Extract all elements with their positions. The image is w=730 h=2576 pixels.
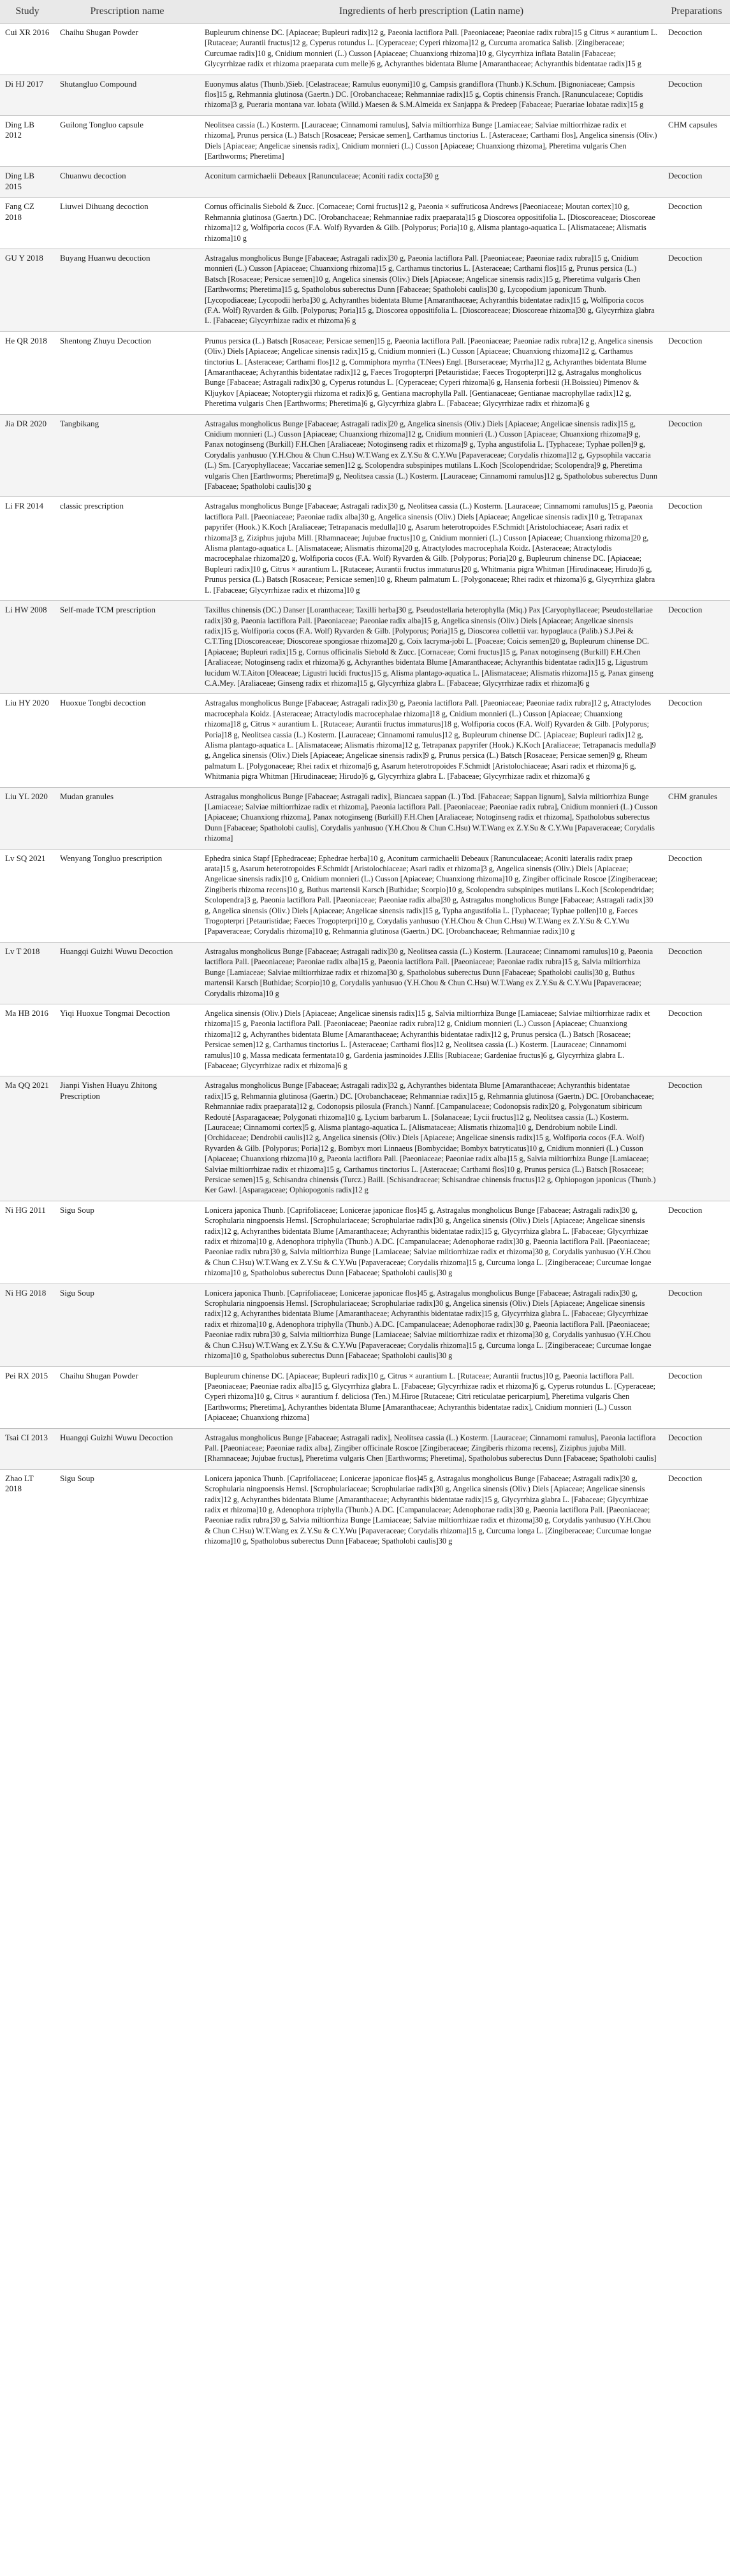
study-cell: He QR 2018 [0, 331, 55, 414]
preparation-cell: Decoction [663, 414, 730, 497]
preparation-cell: Decoction [663, 497, 730, 601]
table-row [0, 849, 730, 942]
study-cell: Liu HY 2020 [0, 694, 55, 787]
prescription-name-cell: Chaihu Shugan Powder [55, 1366, 200, 1428]
ingredients-cell: Neolitsea cassia (L.) Kosterm. [Lauraceae; Cinnamomi ramulus], Salvia miltiorrhiza Bunge [Lamiaceae; Salviae miltiorrhizae radix et rhizoma], Prunus persica (L.) Batsch [Rosaceae; Persicae semen], Carthamus tinctorius L. [Asteraceae; Carthami flos], Angelica sinensis (Oliv.) Diels [Apiaceae; Angelicae sinensis radix], Cnidium monnieri (L.) Cusson [Apiaceae; Chuanxiong rhizoma], Pheretima vulgaris Chen [Earthworms; Pheretima] [200, 115, 663, 167]
study-cell: Lv T 2018 [0, 942, 55, 1004]
ingredients-cell: Astragalus mongholicus Bunge [Fabaceae; Astragali radix]30 g, Paeonia lactiflora Pall. [Paeoniaceae; Paeoniae radix rubra]12 g, Atractylodes macrocephala Koidz. [Asteraceae; Atractylodis macrocephalae rhizoma]18 g, Cnidium monnieri (L.) Cusson [Apiaceae; Chuanxiong rhizoma]18 g, Citrus × aurantium L. [Rutaceae; Aurantii fructus immaturus]18 g, Wolfiporia cocos (F.A. Wolf) Ryvarden & Gilb. [Polyporus; Poria]18 g, Neolitsea cassia (L.) Kosterm. [Lauraceae; Cinnamomi ramulus]12 g, Bupleurum chinense DC. [Apiaceae; Bupleuri radix]12 g, Alisma plantago-aquatica L. [Alismataceae; Alismatis rhizoma]12 g, Tetrapanax papyrifer (Hook.) K.Koch [Araliaceae; Tetrapanacis medulla]9 g, Angelica sinensis (Oliv.) Diels [Apiaceae; Angelicae sinensis radix]9 g, Prunus persica (L.) Batsch [Rosaceae; Persicae semen]9 g, Rheum palmatum L. [Polygonaceae; Rhei radix et rhizoma]6 g, Asarum heterotropoides F.Schmidt [Aristolochiaceae; Asari radix et rhizoma]6 g, Whitmania pigra Whitman [Hirudinaceae; Hirudo]6 g, Glycyrrhiza glabra L. [Fabaceae; Glycyrrhizae radix et rhizoma]6 g [200, 694, 663, 787]
preparation-cell: Decoction [663, 167, 730, 198]
prescription-name-cell: Jianpi Yishen Huayu Zhitong Prescription [55, 1076, 200, 1201]
prescription-name-cell: Yiqi Huoxue Tongmai Decoction [55, 1004, 200, 1076]
study-cell: Zhao LT 2018 [0, 1469, 55, 1551]
study-cell: Cui XR 2016 [0, 24, 55, 75]
preparation-cell: Decoction [663, 1284, 730, 1366]
prescription-name-cell: Shutangluo Compound [55, 75, 200, 115]
prescription-name-cell: Chuanwu decoction [55, 167, 200, 198]
table-row [0, 1428, 730, 1469]
preparation-cell: Decoction [663, 1076, 730, 1201]
study-cell: Ni HG 2018 [0, 1284, 55, 1366]
table-body [0, 24, 730, 1552]
study-cell: Ni HG 2011 [0, 1201, 55, 1284]
table-row [0, 1366, 730, 1428]
header-preparations: Preparations [663, 0, 730, 24]
preparation-cell: Decoction [663, 1004, 730, 1076]
header-study: Study [0, 0, 55, 24]
preparation-cell: Decoction [663, 24, 730, 75]
preparation-cell: CHM capsules [663, 115, 730, 167]
preparation-cell: Decoction [663, 849, 730, 942]
table-row [0, 331, 730, 414]
preparation-cell: Decoction [663, 249, 730, 331]
table-row [0, 1469, 730, 1551]
preparation-cell: Decoction [663, 694, 730, 787]
preparation-cell: Decoction [663, 942, 730, 1004]
preparation-cell: Decoction [663, 1201, 730, 1284]
study-cell: Li FR 2014 [0, 497, 55, 601]
prescription-name-cell: Chaihu Shugan Powder [55, 24, 200, 75]
table-row [0, 497, 730, 601]
table-header [0, 0, 730, 24]
table-row [0, 694, 730, 787]
ingredients-cell: Astragalus mongholicus Bunge [Fabaceae; Astragali radix], Neolitsea cassia (L.) Kosterm. [Lauraceae; Cinnamomi ramulus], Paeonia lactiflora Pall. [Paeoniaceae; Paeoniae radix alba], Zingiber officinale Roscoe [Zingiberaceae; Zingiberis rhizoma recens], Ziziphus jujuba Mill. [Rhamnaceae; Jujubae fructus], Pheretima vulgaris Chen [Earthworms; Pheretima], Spatholobus suberectus Dunn [Fabaceae; Spatholobi caulis] [200, 1428, 663, 1469]
header-ingredients: Ingredients of herb prescription (Latin name) [200, 0, 663, 24]
ingredients-cell: Euonymus alatus (Thunb.)Sieb. [Celastraceae; Ramulus euonymi]10 g, Campsis grandiflora (Thunb.) K.Schum. [Bignoniaceae; Campsis flos]15 g, Rehmannia glutinosa (Gaertn.) DC. [Orobanchaceae; Rehmanniae radix]15 g, Coptis chinensis Franch. [Ranunculaceae; Coptidis rhizoma]3 g, Pueraria montana var. lobata (Willd.) Maesen & S.M.Almeida ex Sanjappa & Predeep [Fabaceae; Puerariae lobatae radix]15 g [200, 75, 663, 115]
ingredients-cell: Aconitum carmichaelii Debeaux [Ranunculaceae; Aconiti radix cocta]30 g [200, 167, 663, 198]
table-row [0, 414, 730, 497]
ingredients-cell: Bupleurum chinense DC. [Apiaceae; Bupleuri radix]12 g, Paeonia lactiflora Pall. [Paeoniaceae; Paeoniae radix rubra]15 g Citrus × aurantium L. [Rutaceae; Aurantii fructus]12 g, Cyperus rotundus L. [Cyperaceae; Cyperi rhizoma]12 g, Curcuma aromatica Salisb. [Zingiberaceae; Curcumae radix]10 g, Cnidium monnieri (L.) Cusson [Apiaceae; Chuanxiong rhizoma]10 g, Glycyrrhiza inflata Batalin [Fabaceae; Glycyrrhizae radix et rhizoma praeparata cum melle]6 g, Achyranthes bidentata Blume [Amaranthaceae; Achyranthis bidentatae radix]15 g [200, 24, 663, 75]
prescription-name-cell: Sigu Soup [55, 1284, 200, 1366]
prescription-name-cell: classic prescription [55, 497, 200, 601]
study-cell: Fang CZ 2018 [0, 198, 55, 249]
table-row [0, 1284, 730, 1366]
ingredients-cell: Astragalus mongholicus Bunge [Fabaceae; Astragali radix]30 g, Neolitsea cassia (L.) Kosterm. [Lauraceae; Cinnamomi ramulus]10 g, Paeonia lactiflora Pall. [Paeoniaceae; Paeoniae radix alba]15 g, Paeonia lactiflora Pall. [Paeoniaceae; Paeoniae radix rubra]15 g, Salvia miltiorrhiza Bunge [Lamiaceae; Salviae miltiorrhizae radix et rhizoma]30 g, Spatholobus suberectus Dunn [Fabaceae; Spatholobi caulis]30 g, Buthus martensii Karsch [Buthidae; Scorpio]10 g, Corydalis yanhusuo (Y.H.Chou & Chun C.Hsu) W.T.Wang ex Z.Y.Su & C.Y.Wu [Papaveraceae; Corydalis rhizoma]10 g [200, 942, 663, 1004]
table-row [0, 942, 730, 1004]
prescription-name-cell: Mudan granules [55, 787, 200, 849]
header-prescription-name: Prescription name [55, 0, 200, 24]
table-row [0, 1004, 730, 1076]
ingredients-cell: Astragalus mongholicus Bunge [Fabaceae; Astragali radix]30 g, Paeonia lactiflora Pall. [Paeoniaceae; Paeoniae radix rubra]15 g, Cnidium monnieri (L.) Cusson [Apiaceae; Chuanxiong rhizoma]15 g, Carthamus tinctorius L. [Asteraceae; Carthami flos]15 g, Prunus persica (L.) Batsch [Rosaceae; Persicae semen]10 g, Angelica sinensis (Oliv.) Diels [Apiaceae; Angelicae sinensis radix]15 g, Pheretima vulgaris Chen [Earthworms; Pheretima]15 g, Spatholobus suberectus Dunn [Fabaceae; Spatholobi caulis]30 g, Lycopodium japonicum Thunb. [Lycopodiaceae; Lycopodii herba]30 g, Achyranthes bidentata Blume [Amaranthaceae; Achyranthis bidentatae radix]15 g, Wolfiporia cocos (F.A. Wolf) Ryvarden & Gilb. [Polyporus; Poria]15 g, Dioscorea oppositifolia L. [Dioscoreaceae; Dioscoreae rhizoma]30 g, Glycyrrhiza glabra L. [Fabaceae; Glycyrrhizae radix et rhizoma]6 g [200, 249, 663, 331]
table-row [0, 75, 730, 115]
preparation-cell: Decoction [663, 75, 730, 115]
study-cell: Ma QQ 2021 [0, 1076, 55, 1201]
prescription-name-cell: Sigu Soup [55, 1201, 200, 1284]
ingredients-cell: Lonicera japonica Thunb. [Caprifoliaceae; Lonicerae japonicae flos]45 g, Astragalus mongholicus Bunge [Fabaceae; Astragali radix]30 g, Scrophularia ningpoensis Hemsl. [Scrophulariaceae; Scrophulariae radix]30 g, Angelica sinensis (Oliv.) Diels [Apiaceae; Angelicae sinensis radix]12 g, Achyranthes bidentata Blume [Amaranthaceae; Achyranthis bidentatae radix]15 g, Glycyrrhiza glabra L. [Fabaceae; Glycyrrhizae radix et rhizoma]10 g, Adenophora triphylla (Thunb.) A.DC. [Campanulaceae; Adenophorae radix]30 g, Paeonia lactiflora Pall. [Paeoniaceae; Paeoniae radix rubra]30 g, Salvia miltiorrhiza Bunge [Lamiaceae; Salviae miltiorrhizae radix et rhizoma]30 g, Corydalis yanhusuo (Y.H.Chou & Chun C.Hsu) W.T.Wang ex Z.Y.Su & C.Y.Wu [Papaveraceae; Corydalis rhizoma]15 g, Curcuma longa L. [Zingiberaceae; Curcumae longae rhizoma]10 g, Spatholobus suberectus Dunn [Fabaceae; Spatholobi caulis]30 g [200, 1469, 663, 1551]
ingredients-cell: Astragalus mongholicus Bunge [Fabaceae; Astragali radix]32 g, Achyranthes bidentata Blume [Amaranthaceae; Achyranthis bidentatae radix]15 g, Rehmannia glutinosa (Gaertn.) DC. [Orobanchaceae; Rehmanniae radix]15 g, Rehmannia glutinosa (Gaertn.) DC. [Orobanchaceae; Rehmanniae radix praeparata]12 g, Codonopsis pilosula (Franch.) Nannf. [Campanulaceae; Codonopsis radix]20 g, Polygonatum sibiricum Redouté [Asparagaceae; Polygonati rhizoma]10 g, Lycium barbarum L. [Solanaceae; Lycii fructus]12 g, Neolitsea cassia (L.) Kosterm. [Lauraceae; Cinnamomi cortex]5 g, Alisma plantago-aquatica L. [Alismataceae; Alismatis rhizoma]10 g, Dendrobium nobile Lindl. [Orchidaceae; Dendrobii caulis]12 g, Angelica sinensis (Oliv.) Diels [Apiaceae; Angelicae sinensis radix]15 g, Wolfiporia cocos (F.A. Wolf) Ryvarden & Gilb. [Polyporus; Poria]12 g, Bombyx mori Linnaeus [Bombycidae; Bombyx batryticatus]10 g, Cnidium monnieri (L.) Cusson [Apiaceae; Chuanxiong rhizoma]10 g, Paeonia lactiflora Pall. [Paeoniaceae; Paeoniae radix alba]15 g, Salvia miltiorrhiza Bunge [Lamiaceae; Salviae miltiorrhizae radix et rhizoma]15 g, Carthamus tinctorius L. [Asteraceae; Carthami flos]10 g, Prunus persica (L.) Batsch [Rosaceae; Persicae semen]15 g, Schisandra chinensis (Turcz.) Baill. [Schisandraceae; Schisandrae chinensis fructus]12 g, Ophiopogon japonicus (Thunb.) Ker Gawl. [Asparagaceae; Ophiopogonis radix]12 g [200, 1076, 663, 1201]
table-row [0, 1201, 730, 1284]
study-cell: Pei RX 2015 [0, 1366, 55, 1428]
header-row [0, 0, 730, 24]
prescription-name-cell: Sigu Soup [55, 1469, 200, 1551]
prescription-name-cell: Tangbikang [55, 414, 200, 497]
ingredients-cell: Prunus persica (L.) Batsch [Rosaceae; Persicae semen]15 g, Paeonia lactiflora Pall. [Paeoniaceae; Paeoniae radix rubra]12 g, Angelica sinensis (Oliv.) Diels [Apiaceae; Angelicae sinensis radix]15 g, Cnidium monnieri (L.) Cusson [Apiaceae; Chuanxiong rhizoma]12 g, Carthamus tinctorius L. [Asteraceae; Carthami flos]12 g, Commiphora myrrha (T.Nees) Engl. [Burseraceae; Myrrha]12 g, Achyranthes bidentata Blume [Amaranthaceae; Achyranthis bidentatae radix]12 g, Faeces Trogopterpri [Petauristidae; Faeces Trogopterpri]12 g, Astragalus mongholicus Bunge [Fabaceae; Astragali radix]30 g, Cyperus rotundus L. [Cyperaceae; Cyperi rhizoma]6 g, Hansenia forbesii (H.Boissieu) Pimenov & Kljuykov [Apiaceae; Notopterygii rhizoma et radix]6 g, Gentiana macrophylla Pall. [Gentianaceae; Gentianae macrophyllae radix]12 g, Pheretima vulgaris Chen [Earthworms; Pheretima]6 g, Glycyrrhiza glabra L. [Fabaceae; Glycyrrhizae radix et rhizoma]6 g [200, 331, 663, 414]
preparation-cell: Decoction [663, 1469, 730, 1551]
preparation-cell: Decoction [663, 1428, 730, 1469]
table-row [0, 249, 730, 331]
prescription-name-cell: Wenyang Tongluo prescription [55, 849, 200, 942]
preparation-cell: Decoction [663, 331, 730, 414]
prescription-name-cell: Shentong Zhuyu Decoction [55, 331, 200, 414]
prescription-name-cell: Guilong Tongluo capsule [55, 115, 200, 167]
study-cell: Ding LB 2015 [0, 167, 55, 198]
ingredients-cell: Ephedra sinica Stapf [Ephedraceae; Ephedrae herba]10 g, Aconitum carmichaelii Debeaux [Ranunculaceae; Aconiti lateralis radix praep arata]15 g, Asarum heterotropoides F.Schmidt [Aristolochiaceae; Asari radix et rhizoma]3 g, Angelica sinensis (Oliv.) Diels [Apiaceae; Angelicae sinensis radix]10 g, Cnidium monnieri (L.) Cusson [Apiaceae; Chuanxiong rhizoma]10 g, Zingiber officinale Roscoe [Zingiberaceae; Zingiberis rhizoma recens]10 g, Buthus martensii Karsch [Buthidae; Scorpio]10 g, Scolopendra subspinipes mutilans L.Koch [Scolopendridae; Scolopendra]3 g, Paeonia lactiflora Pall. [Paeoniaceae; Paeoniae radix alba]30 g, Astragalus mongholicus Bunge [Fabaceae; Astragali radix]30 g, Angelica sinensis (Oliv.) Diels [Apiaceae; Angelicae sinensis radix]15 g, Typha angustifolia L. [Typhaceae; Typhae pollen]10 g, Faeces Trogopterpri [Petauristidae; Faeces Trogopterpri]10 g, Corydalis yanhusuo (Y.H.Chou & Chun C.Hsu) W.T.Wang ex Z.Y.Su & C.Y.Wu [Papaveraceae; Corydalis rhizoma]10 g, Rehmannia glutinosa (Gaertn.) DC. [Orobanchaceae; Rehmanniae radix]10 g [200, 849, 663, 942]
prescription-name-cell: Buyang Huanwu decoction [55, 249, 200, 331]
ingredients-cell: Angelica sinensis (Oliv.) Diels [Apiaceae; Angelicae sinensis radix]15 g, Salvia miltiorrhiza Bunge [Lamiaceae; Salviae miltiorrhizae radix et rhizoma]15 g, Paeonia lactiflora Pall. [Paeoniaceae; Paeoniae radix rubra]12 g, Cnidium monnieri (L.) Cusson [Apiaceae; Chuanxiong rhizoma]12 g, Achyranthes bidentata Blume [Amaranthaceae; Achyranthis bidentatae radix]12 g, Prunus persica (L.) Batsch [Rosaceae; Persicae semen]12 g, Carthamus tinctorius L. [Asteraceae; Carthami flos]12 g, Neolitsea cassia (L.) Kosterm. [Lauraceae; Cinnamomi ramulus]10 g, Massa medicata fermentata10 g, Gardenia jasminoides J.Ellis [Rubiaceae; Gardeniae fructus]6 g, Glycyrrhiza glabra L. [Fabaceae; Glycyrrhizae radix et rhizoma]6 g [200, 1004, 663, 1076]
table-row [0, 115, 730, 167]
table-row [0, 601, 730, 694]
prescription-name-cell: Huoxue Tongbi decoction [55, 694, 200, 787]
prescription-name-cell: Huangqi Guizhi Wuwu Decoction [55, 942, 200, 1004]
ingredients-cell: Lonicera japonica Thunb. [Caprifoliaceae; Lonicerae japonicae flos]45 g, Astragalus mongholicus Bunge [Fabaceae; Astragali radix]30 g, Scrophularia ningpoensis Hemsl. [Scrophulariaceae; Scrophulariae radix]30 g, Angelica sinensis (Oliv.) Diels [Apiaceae; Angelicae sinensis radix]12 g, Achyranthes bidentata Blume [Amaranthaceae; Achyranthis bidentatae radix]15 g, Glycyrrhiza glabra L. [Fabaceae; Glycyrrhizae radix et rhizoma]10 g, Adenophora triphylla (Thunb.) A.DC. [Campanulaceae; Adenophorae radix]30 g, Paeonia lactiflora Pall. [Paeoniaceae; Paeoniae radix rubra]30 g, Salvia miltiorrhiza Bunge [Lamiaceae; Salviae miltiorrhizae radix et rhizoma]30 g, Corydalis yanhusuo (Y.H.Chou & Chun C.Hsu) W.T.Wang ex Z.Y.Su & C.Y.Wu [Papaveraceae; Corydalis rhizoma]15 g, Curcuma longa L. [Zingiberaceae; Curcumae longae rhizoma]10 g, Spatholobus suberectus Dunn [Fabaceae; Spatholobi caulis]30 g [200, 1284, 663, 1366]
study-cell: Lv SQ 2021 [0, 849, 55, 942]
study-cell: Di HJ 2017 [0, 75, 55, 115]
prescription-name-cell: Huangqi Guizhi Wuwu Decoction [55, 1428, 200, 1469]
ingredients-cell: Cornus officinalis Siebold & Zucc. [Cornaceae; Corni fructus]12 g, Paeonia × suffruticosa Andrews [Paeoniaceae; Moutan cortex]10 g, Rehmannia glutinosa (Gaertn.) DC. [Orobanchaceae; Rehmanniae radix praeparata]15 g Dioscorea oppositifolia L. [Dioscoreaceae; Dioscoreae rhizoma]12 g, Wolfiporia cocos (F.A. Wolf) Ryvarden & Gilb. [Polyporus; Poria]10 g, Alisma plantago-aquatica L. [Alismataceae; Alismatis rhizoma]10 g [200, 198, 663, 249]
table-row [0, 24, 730, 75]
ingredients-cell: Astragalus mongholicus Bunge [Fabaceae; Astragali radix]20 g, Angelica sinensis (Oliv.) Diels [Apiaceae; Angelicae sinensis radix]15 g, Cnidium monnieri (L.) Cusson [Apiaceae; Chuanxiong rhizoma]12 g, Cnidium monnieri (L.) Cusson [Apiaceae; Chuanxiong rhizoma]9 g, Panax notoginseng (Burkill) F.H.Chen [Araliaceae; Notoginseng radix et rhizoma]9 g, Typha angustifolia L. [Typhaceae; Typhae pollen]9 g, Corydalis yanhusuo (Y.H.Chou & Chun C.Hsu) W.T.Wang ex Z.Y.Su & C.Y.Wu [Papaveraceae; Corydalis rhizoma]12 g, Gypsophila vaccaria (L.) Sm. [Caryophyllaceae; Vaccariae semen]12 g, Scolopendra subspinipes mutilans L.Koch [Scolopendridae; Scolopendra]9 g, Pheretima vulgaris Chen [Earthworms; Pheretima]9 g, Neolitsea cassia (L.) Kosterm. [Lauraceae; Cinnamomi ramulus]12 g, Spatholobus suberectus Dunn [Fabaceae; Spatholobi caulis]30 g [200, 414, 663, 497]
ingredients-cell: Taxillus chinensis (DC.) Danser [Loranthaceae; Taxilli herba]30 g, Pseudostellaria heterophylla (Miq.) Pax [Caryophyllaceae; Pseudostellariae radix]30 g, Paeonia lactiflora Pall. [Paeoniaceae; Paeoniae radix alba]15 g, Angelica sinensis (Oliv.) Diels [Apiaceae; Angelicae sinensis radix]15 g, Wolfiporia cocos (F.A. Wolf) Ryvarden & Gilb. [Polyporus; Poria]15 g, Dioscorea collettii var. hypoglauca (Palib.) S.J.Pei & C.T.Ting [Dioscoreaceae; Dioscoreae spongiosae rhizoma]20 g, Coix lacryma-jobi L. [Poaceae; Coicis semen]20 g, Bupleurum chinense DC. [Apiaceae; Bupleuri radix]15 g, Cornus officinalis Siebold & Zucc. [Cornaceae; Corni fructus]15 g, Panax notoginseng (Burkill) F.H.Chen [Araliaceae; Notoginseng radix et rhizoma]6 g, Achyranthes bidentata Blume [Amaranthaceae; Achyranthis bidentatae radix]15 g, Ligustrum lucidum W.T.Aiton [Oleaceae; Ligustri lucidi fructus]15 g, Alisma plantago-aquatica L. [Alismataceae; Alismatis rhizoma]15 g, Panax ginseng C.A.Mey. [Araliaceae; Ginseng radix et rhizoma]15 g, Glycyrrhiza glabra L. [Fabaceae; Glycyrrhizae radix et rhizoma]6 g [200, 601, 663, 694]
study-cell: Li HW 2008 [0, 601, 55, 694]
ingredients-cell: Astragalus mongholicus Bunge [Fabaceae; Astragali radix], Biancaea sappan (L.) Tod. [Fabaceae; Sappan lignum], Salvia miltiorrhiza Bunge [Lamiaceae; Salviae miltiorrhizae radix et rhizoma], Paeonia lactiflora Pall. [Paeoniaceae; Paeoniae radix rubra], Cnidium monnieri (L.) Cusson [Apiaceae; Chuanxiong rhizoma], Panax notoginseng (Burkill) F.H.Chen [Araliaceae; Notoginseng radix et rhizoma], Spatholobus suberectus Dunn [Fabaceae; Spatholobi caulis], Corydalis yanhusuo (Y.H.Chou & Chun C.Hsu) W.T.Wang ex Z.Y.Su & C.Y.Wu [Papaveraceae; Corydalis rhizoma] [200, 787, 663, 849]
study-cell: Ma HB 2016 [0, 1004, 55, 1076]
study-cell: Tsai CI 2013 [0, 1428, 55, 1469]
table-row [0, 198, 730, 249]
study-cell: Liu YL 2020 [0, 787, 55, 849]
prescription-name-cell: Liuwei Dihuang decoction [55, 198, 200, 249]
study-cell: Jia DR 2020 [0, 414, 55, 497]
preparation-cell: CHM granules [663, 787, 730, 849]
ingredients-cell: Astragalus mongholicus Bunge [Fabaceae; Astragali radix]30 g, Neolitsea cassia (L.) Kosterm. [Lauraceae; Cinnamomi ramulus]15 g, Paeonia lactiflora Pall. [Paeoniaceae; Paeoniae radix alba]30 g, Angelica sinensis (Oliv.) Diels [Apiaceae; Angelicae sinensis radix]10 g, Tetrapanax papyrifer (Hook.) K.Koch [Araliaceae; Tetrapanacis medulla]10 g, Asarum heterotropoides F.Schmidt [Aristolochiaceae; Asari radix et rhizoma]3 g, Ziziphus jujuba Mill. [Rhamnaceae; Jujubae fructus]10 g, Cnidium monnieri (L.) Cusson [Apiaceae; Chuanxiong rhizoma]20 g, Alisma plantago-aquatica L. [Alismataceae; Alismatis rhizoma]20 g, Atractylodes macrocephala Koidz. [Asteraceae; Atractylodis macrocephalae rhizoma]20 g, Wolfiporia cocos (F.A. Wolf) Ryvarden & Gilb. [Polyporus; Poria]20 g, Bupleurum chinense DC. [Apiaceae; Bupleuri radix]10 g, Citrus × aurantium L. [Rutaceae; Aurantii fructus immaturus]20 g, Whitmania pigra Whitman [Hirudinaceae; Hirudo]6 g, Prunus persica (L.) Batsch [Rosaceae; Persicae semen]10 g, Rheum palmatum L. [Polygonaceae; Rhei radix et rhizoma]6 g, Glycyrrhiza glabra L. [Fabaceae; Glycyrrhizae radix et rhizoma]10 g [200, 497, 663, 601]
ingredients-cell: Bupleurum chinense DC. [Apiaceae; Bupleuri radix]10 g, Citrus × aurantium L. [Rutaceae; Aurantii fructus]10 g, Paeonia lactiflora Pall. [Paeoniaceae; Paeoniae radix alba]15 g, Glycyrrhiza glabra L. [Fabaceae; Glycyrrhizae radix et rhizoma]6 g, Cyperus rotundus L. [Cyperaceae; Cyperi rhizoma]10 g, Citrus × aurantium f. deliciosa (Ten.) M.Hiroe [Rutaceae; Citri reticulatae pericarpium], Pheretima vulgaris Chen [Earthworms; Pheretima], Achyranthes bidentata Blume [Amaranthaceae; Achyranthis bidentatae radix], Cnidium monnieri (L.) Cusson [Apiaceae; Chuanxiong rhizoma] [200, 1366, 663, 1428]
table-row [0, 1076, 730, 1201]
table-row [0, 787, 730, 849]
ingredients-cell: Lonicera japonica Thunb. [Caprifoliaceae; Lonicerae japonicae flos]45 g, Astragalus mongholicus Bunge [Fabaceae; Astragali radix]30 g, Scrophularia ningpoensis Hemsl. [Scrophulariaceae; Scrophulariae radix]30 g, Angelica sinensis (Oliv.) Diels [Apiaceae; Angelicae sinensis radix]12 g, Achyranthes bidentata Blume [Amaranthaceae; Achyranthis bidentatae radix]15 g, Glycyrrhiza glabra L. [Fabaceae; Glycyrrhizae radix et rhizoma]10 g, Adenophora triphylla (Thunb.) A.DC. [Campanulaceae; Adenophorae radix]30 g, Paeonia lactiflora Pall. [Paeoniaceae; Paeoniae radix rubra]30 g, Salvia miltiorrhiza Bunge [Lamiaceae; Salviae miltiorrhizae radix et rhizoma]30 g, Corydalis yanhusuo (Y.H.Chou & Chun C.Hsu) W.T.Wang ex Z.Y.Su & C.Y.Wu [Papaveraceae; Corydalis rhizoma]15 g, Curcuma longa L. [Zingiberaceae; Curcumae longae rhizoma]10 g, Spatholobus suberectus Dunn [Fabaceae; Spatholobi caulis]30 g [200, 1201, 663, 1284]
table-row [0, 167, 730, 198]
prescription-name-cell: Self-made TCM prescription [55, 601, 200, 694]
preparation-cell: Decoction [663, 601, 730, 694]
preparation-cell: Decoction [663, 198, 730, 249]
preparation-cell: Decoction [663, 1366, 730, 1428]
study-cell: GU Y 2018 [0, 249, 55, 331]
study-cell: Ding LB 2012 [0, 115, 55, 167]
